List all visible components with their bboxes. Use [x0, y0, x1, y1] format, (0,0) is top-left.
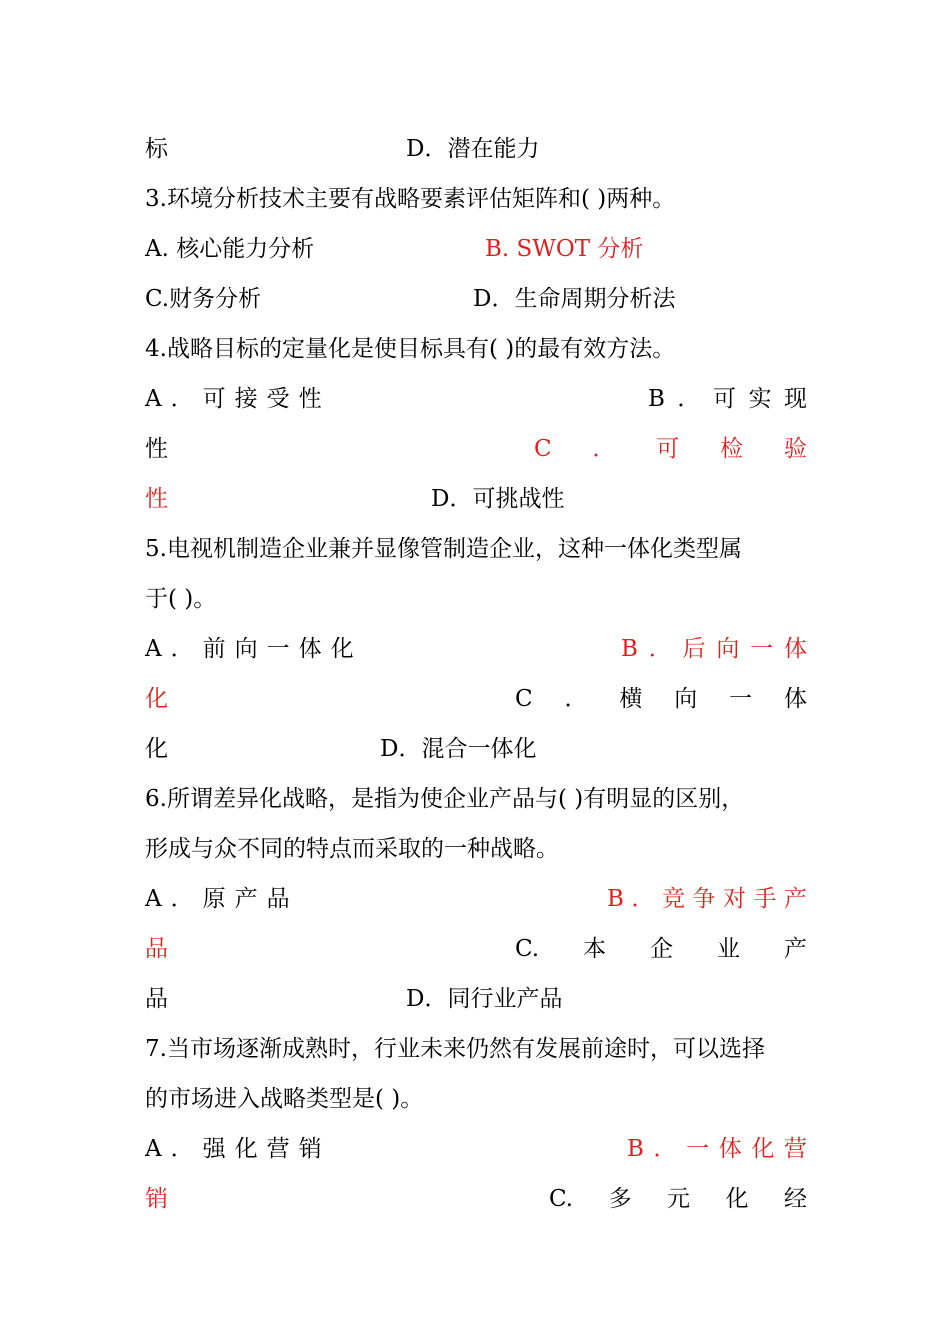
option-c: C. 本 企 业 产	[515, 936, 807, 962]
question-7-text: 7.当市场逐渐成熟时，行业未来仍然有发展前途时，可以选择	[145, 1036, 765, 1062]
option-a: A．前向一体化	[145, 636, 363, 662]
question-5-text: 5.电视机制造企业兼并显像管制造企业，这种一体化类型属	[145, 536, 742, 562]
question-7-text-cont: 的市场进入战略类型是( )。	[145, 1086, 424, 1112]
option-d: D．可挑战性	[431, 486, 565, 512]
question-6-options-ab	[145, 884, 807, 934]
option-c: C.财务分析	[145, 286, 262, 312]
question-3-options-ab	[145, 234, 807, 284]
question-6-options-cd: 品 D．同行业产品	[145, 986, 563, 1012]
option-c: C ． 横 向 一 体	[515, 686, 807, 712]
question-7-options-ab	[145, 1134, 807, 1184]
option-d: D．生命周期分析法	[473, 286, 676, 312]
question-6-text: 6.所谓差异化战略，是指为使企业产品与( )有明显的区别，	[145, 786, 745, 812]
question-3-text: 3.环境分析技术主要有战略要素评估矩阵和( )两种。	[145, 186, 676, 212]
question-5-options-ab	[145, 634, 807, 684]
option-a: A. 核心能力分析	[145, 236, 315, 262]
option-c: C. 多 元 化 经	[549, 1186, 807, 1212]
question-6-options-bc: 品 C. 本 企 业 产	[145, 936, 807, 962]
question-5-options-bc: 化 C ． 横 向 一 体	[145, 686, 807, 712]
option-d: D．混合一体化	[380, 736, 537, 762]
question-4-options-ab	[145, 384, 807, 434]
question-4-text: 4.战略目标的定量化是使目标具有( )的最有效方法。	[145, 336, 676, 362]
question-4-options-cd: 性 D．可挑战性	[145, 486, 565, 512]
option-b-answer: B. SWOT 分析	[485, 236, 644, 262]
option-d: D．同行业产品	[406, 986, 563, 1012]
line-option-d-潜在能力: 标 D．潜在能力	[145, 136, 540, 162]
option-b: B ． 可 实 现	[648, 386, 807, 412]
option-a: A．原产品	[145, 886, 299, 912]
option-b-answer: B ． 后 向 一 体	[621, 636, 807, 662]
option-c-answer: C ． 可 检 验	[534, 436, 807, 462]
question-3-options-cd	[145, 284, 807, 334]
question-5-text-cont: 于( )。	[145, 586, 217, 612]
option-b-answer: B ． 一 体 化 营	[627, 1136, 807, 1162]
question-4-options-bc: 性 C ． 可 检 验	[145, 436, 807, 462]
question-5-options-cd: 化 D．混合一体化	[145, 736, 537, 762]
option-a: A．强化营销	[145, 1136, 331, 1162]
option-a: A．可接受性	[145, 386, 331, 412]
question-6-text-cont: 形成与众不同的特点而采取的一种战略。	[145, 836, 559, 862]
question-7-options-bc: 销 C. 多 元 化 经	[145, 1186, 807, 1212]
option-b-answer: B ． 竞 争 对 手 产	[607, 886, 807, 912]
